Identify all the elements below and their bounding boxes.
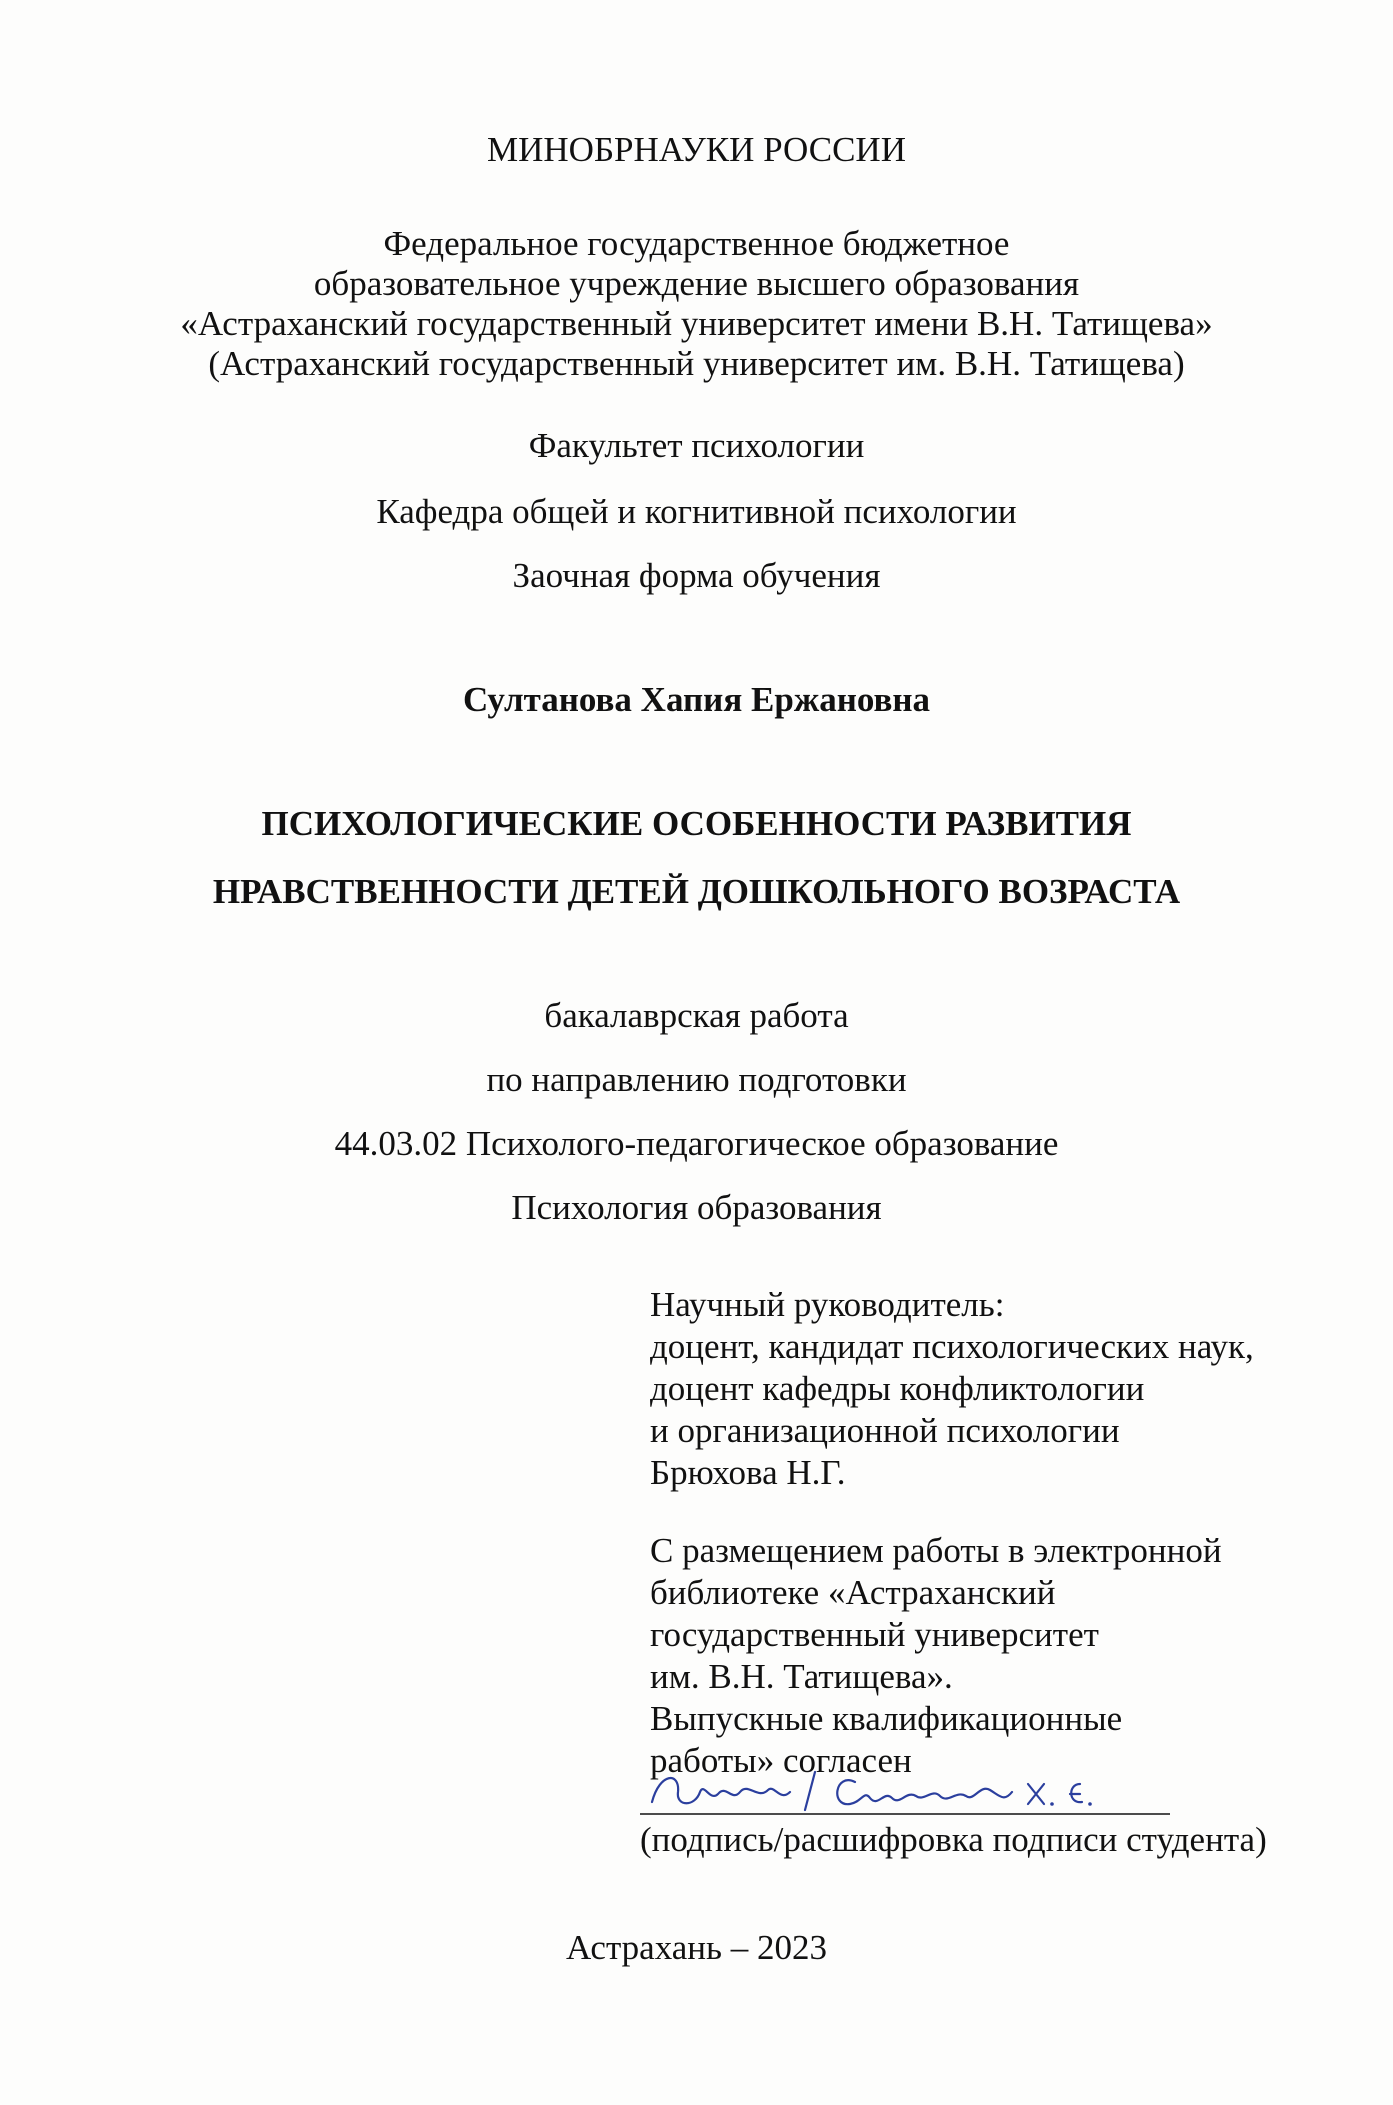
consent-line: Выпускные квалификационные <box>650 1699 1123 1738</box>
signature-caption: (подпись/расшифровка подписи студента) <box>640 1820 1267 1859</box>
supervisor-line: доцент кафедры конфликтологии <box>650 1369 1145 1408</box>
author-name: Султанова Хапия Ержановна <box>462 680 931 719</box>
consent-line: им. В.Н. Татищева». <box>650 1657 953 1696</box>
city-year: Астрахань – 2023 <box>566 1928 827 1967</box>
consent-line: библиотеке «Астраханский <box>650 1573 1056 1612</box>
supervisor-line: доцент, кандидат психологических наук, <box>650 1327 1254 1366</box>
direction-label: по направлению подготовки <box>486 1060 907 1099</box>
institution-line-1: Федеральное государственное бюджетное <box>383 224 1010 263</box>
consent-block <box>650 1530 1350 1782</box>
thesis-title-line-1: ПСИХОЛОГИЧЕСКИЕ ОСОБЕННОСТИ РАЗВИТИЯ <box>261 804 1132 843</box>
signature-image <box>640 1762 1180 1822</box>
profile: Психология образования <box>511 1188 882 1227</box>
direction: 44.03.02 Психолого-педагогическое образование <box>334 1124 1059 1163</box>
consent-line: государственный университет <box>650 1615 1099 1654</box>
department: Кафедра общей и когнитивной психологии <box>376 492 1017 531</box>
supervisor-line: Брюхова Н.Г. <box>650 1453 846 1492</box>
consent-line: С размещением работы в электронной <box>650 1531 1222 1570</box>
supervisor-line: Научный руководитель: <box>650 1285 1005 1324</box>
thesis-title-line-2: НРАВСТВЕННОСТИ ДЕТЕЙ ДОШКОЛЬНОГО ВОЗРАСТА <box>212 872 1181 911</box>
institution-line-4: (Астраханский государственный университет им. В.Н. Татищева) <box>208 344 1185 383</box>
ministry-heading: МИНОБРНАУКИ РОССИИ <box>487 130 906 169</box>
consent-line: работы» согласен <box>650 1741 912 1780</box>
supervisor-block <box>650 1284 1350 1494</box>
institution-line-3: «Астраханский государственный университет имени В.Н. Татищева» <box>180 304 1213 343</box>
study-form: Заочная форма обучения <box>512 556 881 595</box>
faculty: Факультет психологии <box>528 426 865 465</box>
handwritten-signature <box>640 1762 1180 1822</box>
institution-line-2: образовательное учреждение высшего образования <box>313 264 1080 303</box>
supervisor-line: и организационной психологии <box>650 1411 1120 1450</box>
work-type: бакалаврская работа <box>544 996 849 1035</box>
